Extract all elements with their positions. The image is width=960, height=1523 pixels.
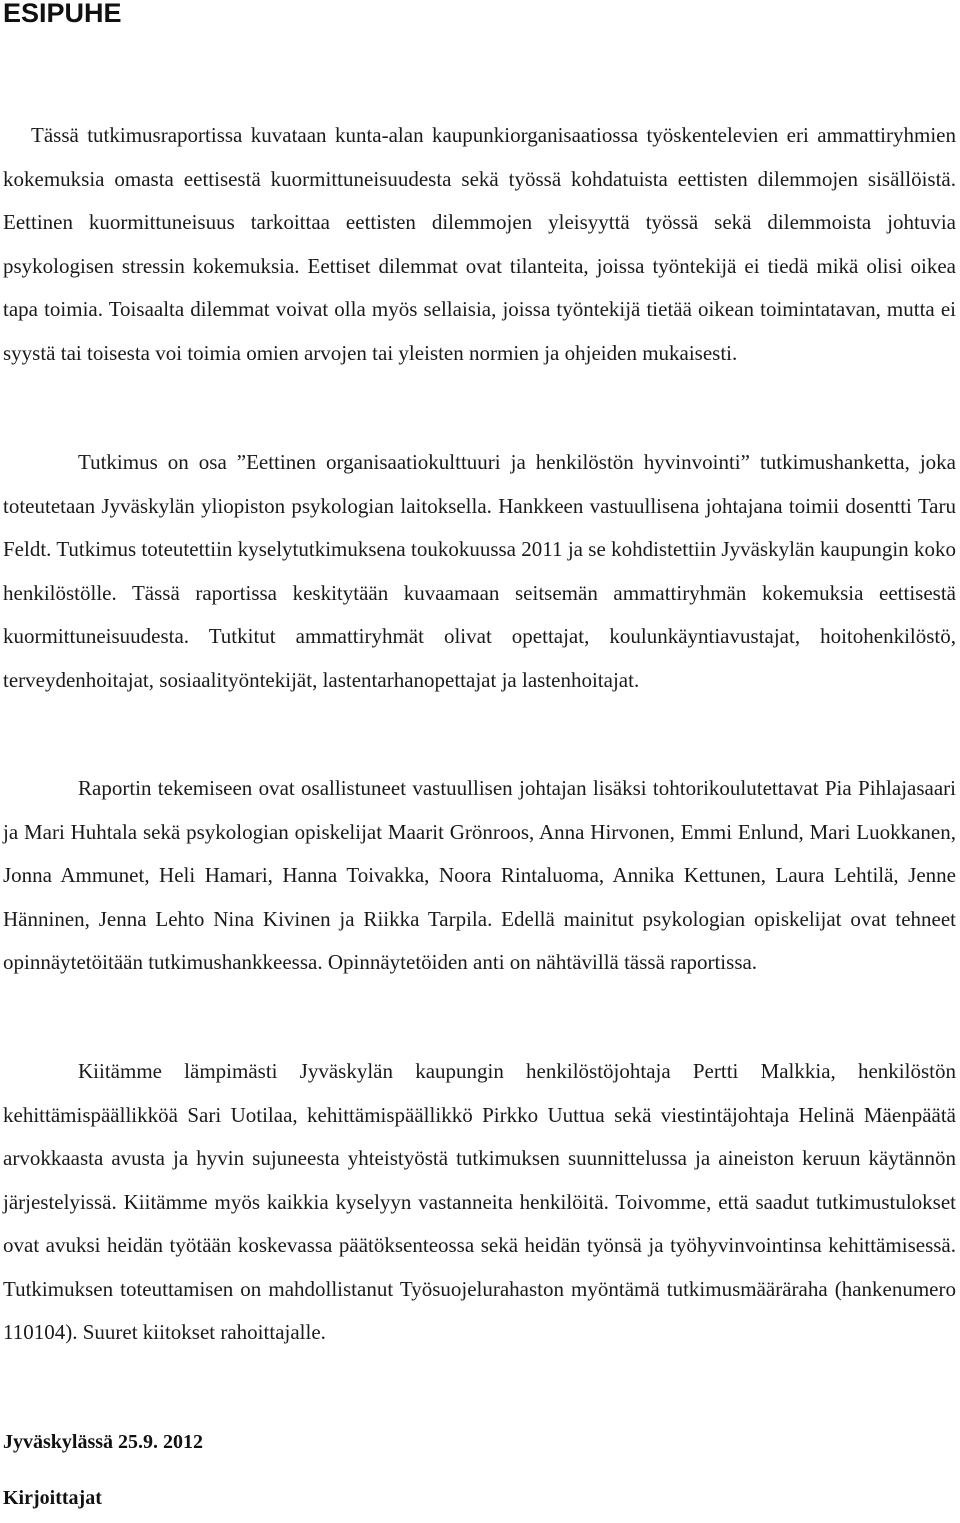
authors-signature: Kirjoittajat [3, 1487, 102, 1509]
page-title: ESIPUHE [3, 0, 122, 28]
paragraph-contributors: Raportin tekemiseen ovat osallistuneet vastuullisen johtajan lisäksi tohtorikoulutettavat Pia Pihlajasaari ja Mari Huhtala sekä psykologian opiskelijat Maarit Grönroos, Anna Hirvonen, Emmi Enlund, Mari Luokkanen, Jonna Ammunet, Heli Hamari, Hanna Toivakka, Noora Rintaluoma, Annika Kettunen, Laura Lehtilä, Jenne Hänninen, Jenna Lehto Nina Kivinen ja Riikka Tarpila. Edellä mainitut psykologian opiskelijat ovat tehneet opinnäytetöitään tutkimushankkeessa. Opinnäytetöiden anti on nähtävillä tässä raportissa. [3, 776, 956, 974]
paragraph-project: Tutkimus on osa ”Eettinen organisaatiokulttuuri ja henkilöstön hyvinvointi” tutkimushanketta, joka toteutetaan Jyväskylän yliopiston psykologian laitoksella. Hankkeen vastuullisena johtajana toimii dosentti Taru Feldt. Tutkimus toteutettiin kyselytutkimuksena toukokuussa 2011 ja se kohdistettiin Jyväskylän kaupungin koko henkilöstölle. Tässä raportissa keskitytään kuvaamaan seitsemän ammattiryhmän kokemuksia eettisestä kuormittuneisuudesta. Tutkitut ammattiryhmät olivat opettajat, koulunkäyntiavustajat, hoitohenkilöstö, terveydenhoitajat, sosiaalityöntekijät, lastentarhanopettajat ja lastenhoitajat. [3, 450, 956, 692]
place-date: Jyväskylässä 25.9. 2012 [3, 1431, 204, 1453]
paragraph-acknowledgements: Kiitämme lämpimästi Jyväskylän kaupungin henkilöstöjohtaja Pertti Malkkia, henkilöstön kehittämispäällikköä Sari Uotilaa, kehittämispäällikkö Pirkko Uuttua sekä viestintäjohtaja Helinä Mäenpäätä arvokkaasta avusta ja hyvin sujuneesta yhteistyöstä tutkimuksen suunnittelussa ja aineiston keruun käytännön järjestelyissä. Kiitämme myös kaikkia kyselyyn vastanneita henkilöitä. Toivomme, että saadut tutkimustulokset ovat avuksi heidän työtään koskevassa päätöksenteossa sekä heidän työnsä ja työhyvinvointinsa kehittämisessä. Tutkimuksen toteuttamisen on mahdollistanut Työsuojelurahaston myöntämä tutkimusmääräraha (hankenumero 110104). Suuret kiitokset rahoittajalle. [3, 1059, 956, 1344]
paragraph-intro: Tässä tutkimusraportissa kuvataan kunta-alan kaupunkiorganisaatiossa työskentelevien eri ammattiryhmien kokemuksia omasta eettisestä kuormittuneisuudesta sekä työssä kohdatuista eettisten dilemmojen sisällöistä. Eettinen kuormittuneisuus tarkoittaa eettisten dilemmojen yleisyyttä työssä sekä dilemmoista johtuvia psykologisen stressin kokemuksia. Eettiset dilemmat ovat tilanteita, joissa työntekijä ei tiedä mikä olisi oikea tapa toimia. Toisaalta dilemmat voivat olla myös sellaisia, joissa työntekijä tietää oikean toimintatavan, mutta ei syystä tai toisesta voi toimia omien arvojen tai yleisten normien ja ohjeiden mukaisesti. [3, 123, 956, 365]
